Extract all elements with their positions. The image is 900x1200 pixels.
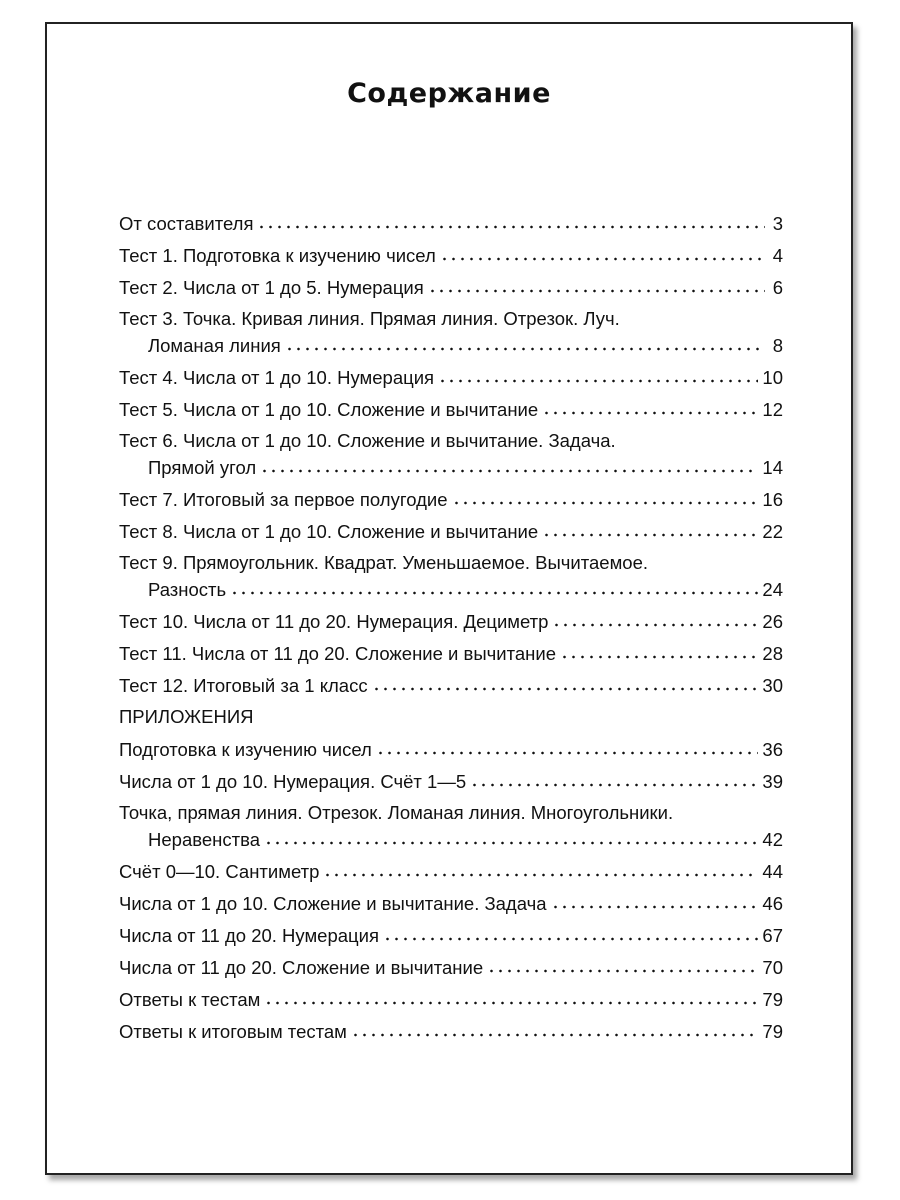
toc-entry-title: Тест 6. Числа от 1 до 10. Сложение и вычитание. Задача. [119,430,616,451]
toc-page-number: 46 [762,893,783,914]
toc-entry-title: Счёт 0—10. Сантиметр [119,861,320,882]
toc-entry-line [119,826,783,852]
toc-page-number: 28 [762,643,783,664]
toc-page-number: 39 [762,771,783,792]
toc-entry [119,986,783,1012]
dot-leader [260,454,758,474]
dot-leader [560,640,758,660]
toc-entry-line [119,890,783,916]
toc-entry [119,396,783,422]
toc-entry-title: Ответы к итоговым тестам [119,1021,347,1042]
toc-entry-title: Тест 5. Числа от 1 до 10. Сложение и вычитание [119,399,539,420]
toc-entry-line [119,454,783,480]
toc-entry-title: Тест 12. Итоговый за 1 класс [119,675,368,696]
toc-entry [119,428,783,480]
toc-entry-title: Тест 9. Прямоугольник. Квадрат. Уменьшаемое. Вычитаемое. [119,552,649,573]
dot-leader [551,890,759,910]
dot-leader [438,364,758,384]
toc-entry-line [119,396,783,422]
dot-leader [257,210,765,230]
toc-entry-line [119,608,783,634]
dot-leader [440,242,765,262]
toc-entry-line [119,486,783,512]
dot-leader [372,672,759,692]
dot-leader [285,332,765,352]
toc-page-number: 26 [762,611,783,632]
toc-entry [119,800,783,852]
appendix-entries [119,736,783,1044]
toc-page-number: 10 [762,367,783,388]
toc-entry-line [119,672,783,698]
toc-entry [119,274,783,300]
dot-leader [264,826,758,846]
toc-entry [119,736,783,762]
table-of-contents [119,210,783,1050]
toc-entry-line [119,274,783,300]
toc-entry [119,364,783,390]
toc-entry-title: Числа от 1 до 10. Нумерация. Счёт 1—5 [119,771,467,792]
toc-entry-title: Прямой угол [148,457,257,478]
toc-page-number: 8 [772,335,783,356]
toc-entry-title: Тест 10. Числа от 11 до 20. Нумерация. Дециметр [119,611,549,632]
toc-entry [119,608,783,634]
toc-entry-title: Точка, прямая линия. Отрезок. Ломаная линия. Многоугольники. [119,802,674,823]
dot-leader [452,486,759,506]
dot-leader [383,922,758,942]
toc-entry-line [119,768,783,794]
dot-leader [264,986,758,1006]
toc-entry-title: Тест 2. Числа от 1 до 5. Нумерация [119,277,424,298]
toc-entry-line [119,210,783,236]
toc-page-number: 70 [762,957,783,978]
toc-page-number: 3 [772,213,783,234]
toc-entry-title: От составителя [119,213,254,234]
toc-entry-line [119,1018,783,1044]
toc-entry [119,672,783,698]
toc-entry-title: Числа от 1 до 10. Сложение и вычитание. Задача [119,893,547,914]
toc-entry-title: Числа от 11 до 20. Нумерация [119,925,379,946]
toc-entry-title: Неравенства [148,829,260,850]
toc-entry [119,858,783,884]
toc-page-number: 24 [762,579,783,600]
page-title: Содержание [347,78,551,109]
toc-entry-line [119,428,783,454]
toc-entry-line [119,800,783,826]
toc-entry-title: Подготовка к изучению чисел [119,739,372,760]
toc-entry [119,768,783,794]
toc-entry-title: Разность [148,579,227,600]
toc-entry [119,640,783,666]
toc-entry-line [119,640,783,666]
toc-entry-line [119,306,783,332]
toc-page-number: 79 [762,1021,783,1042]
dot-leader [230,576,758,596]
toc-entry-title: Ответы к тестам [119,989,261,1010]
toc-entry [119,1018,783,1044]
toc-entry-line [119,364,783,390]
toc-entry [119,518,783,544]
toc-entry-line [119,518,783,544]
toc-page-number: 67 [762,925,783,946]
toc-page-number: 4 [772,245,783,266]
dot-leader [487,954,758,974]
toc-entry-title: Тест 1. Подготовка к изучению чисел [119,245,436,266]
toc-entry [119,890,783,916]
toc-entry-title: Числа от 11 до 20. Сложение и вычитание [119,957,484,978]
dot-leader [542,396,758,416]
toc-page-number: 30 [762,675,783,696]
toc-entry [119,242,783,268]
toc-entry-title: Тест 8. Числа от 1 до 10. Сложение и вычитание [119,521,539,542]
toc-entry-title: Тест 7. Итоговый за первое полугодие [119,489,448,510]
dot-leader [542,518,758,538]
toc-entry-title: Тест 3. Точка. Кривая линия. Прямая линия. Отрезок. Луч. [119,308,620,329]
toc-page-number: 22 [762,521,783,542]
toc-entry-line [119,576,783,602]
dot-leader [323,858,758,878]
toc-entry-line [119,922,783,948]
toc-entry-line [119,736,783,762]
toc-page-number: 42 [762,829,783,850]
toc-entry [119,954,783,980]
toc-entries [119,210,783,698]
toc-entry-line [119,242,783,268]
toc-page-number: 14 [762,457,783,478]
toc-page-number: 44 [762,861,783,882]
toc-page-number: 16 [762,489,783,510]
dot-leader [470,768,758,788]
dot-leader [376,736,759,756]
toc-entry-line [119,858,783,884]
dot-leader [428,274,765,294]
toc-entry-line [119,550,783,576]
toc-entry-title: Ломаная линия [148,335,281,356]
dot-leader [552,608,758,628]
toc-entry-line [119,986,783,1012]
toc-page-number: 12 [762,399,783,420]
toc-entry-title: Тест 4. Числа от 1 до 10. Нумерация [119,367,435,388]
toc-page-number: 79 [762,989,783,1010]
toc-entry [119,550,783,602]
toc-entry [119,210,783,236]
toc-entry [119,922,783,948]
dot-leader [351,1018,759,1038]
document-page [45,22,853,1175]
toc-entry-title: Тест 11. Числа от 11 до 20. Сложение и вычитание [119,643,557,664]
appendix-heading: ПРИЛОЖЕНИЯ [119,706,254,727]
toc-entry-line [119,332,783,358]
toc-page-number: 6 [772,277,783,298]
toc-entry [119,306,783,358]
toc-entry [119,486,783,512]
toc-entry-line [119,954,783,980]
toc-page-number: 36 [762,739,783,760]
